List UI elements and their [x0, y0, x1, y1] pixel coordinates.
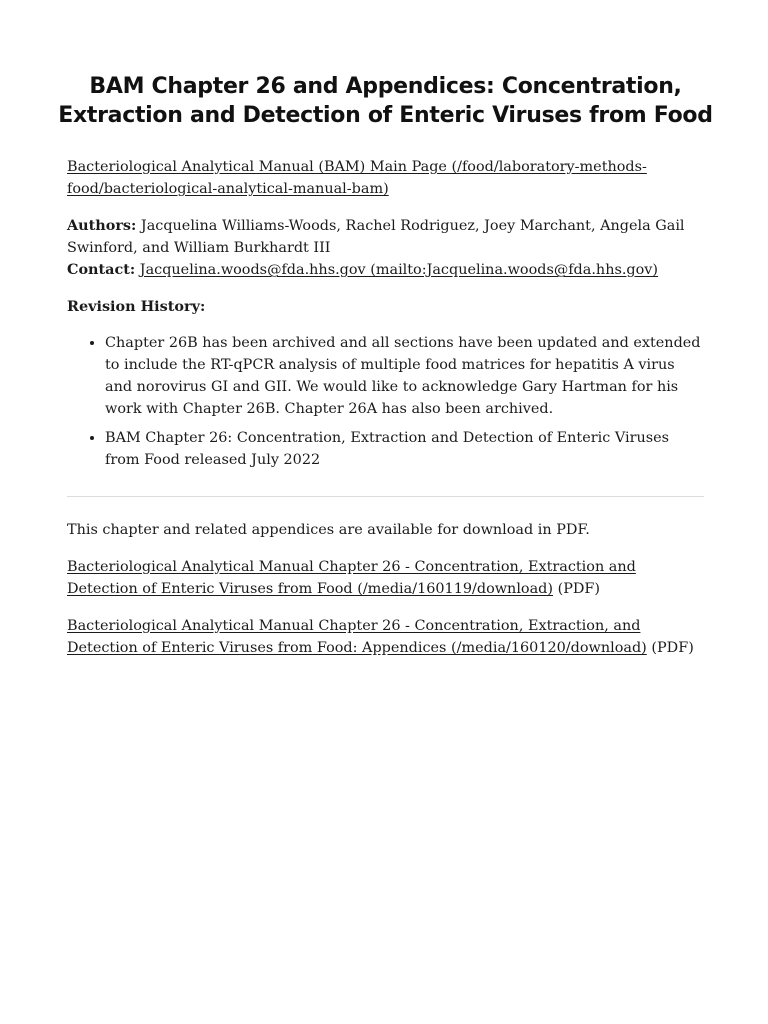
- page-title: BAM Chapter 26 and Appendices: Concentration, Extraction and Detection of Enteric Viruses from Food: [58, 74, 713, 128]
- document-page: [58, 72, 713, 659]
- section-divider: [67, 496, 704, 497]
- authors-label: Authors:: [67, 217, 137, 234]
- authors-names: Jacquelina Williams-Woods, Rachel Rodriguez, Joey Marchant, Angela Gail Swinford, and William Burkhardt III: [67, 218, 685, 256]
- revision-item: • BAM Chapter 26: Concentration, Extraction and Detection of Enteric Viruses from Food released July 2022: [105, 427, 704, 471]
- appendices-pdf-link[interactable]: Bacteriological Analytical Manual Chapter 26 - Concentration, Extraction, and Detection of Enteric Viruses from Food: Appendices (/media/160120/download): [67, 618, 647, 656]
- main-page-paragraph: [67, 156, 704, 200]
- pdf-suffix: (PDF): [646, 640, 694, 656]
- download-item-chapter: [67, 556, 704, 600]
- chapter-pdf-link[interactable]: Bacteriological Analytical Manual Chapter 26 - Concentration, Extraction and Detection of Enteric Viruses from Food (/media/160119/download): [67, 559, 636, 597]
- authors-paragraph: [67, 215, 704, 281]
- pdf-suffix: (PDF): [553, 581, 601, 597]
- download-intro: This chapter and related appendices are available for download in PDF.: [67, 522, 590, 538]
- download-item-appendices: [67, 615, 704, 659]
- revision-history-heading: Revision History:: [67, 298, 206, 315]
- bam-main-page-link[interactable]: Bacteriological Analytical Manual (BAM) Main Page (/food/laboratory-methods-food/bacteriological-analytical-manual-bam): [67, 159, 647, 197]
- revision-history-list: [67, 332, 704, 471]
- contact-label: Contact:: [67, 261, 136, 278]
- revision-item: • Chapter 26B has been archived and all sections have been updated and extended to include the RT-qPCR analysis of multiple food matrices for hepatitis A virus and norovirus GI and GII. We would like to acknowledge Gary Hartman for his work with Chapter 26B. Chapter 26A has also been archived.: [105, 332, 704, 420]
- contact-email-link[interactable]: Jacquelina.woods@fda.hhs.gov (mailto:Jacquelina.woods@fda.hhs.gov): [139, 262, 659, 278]
